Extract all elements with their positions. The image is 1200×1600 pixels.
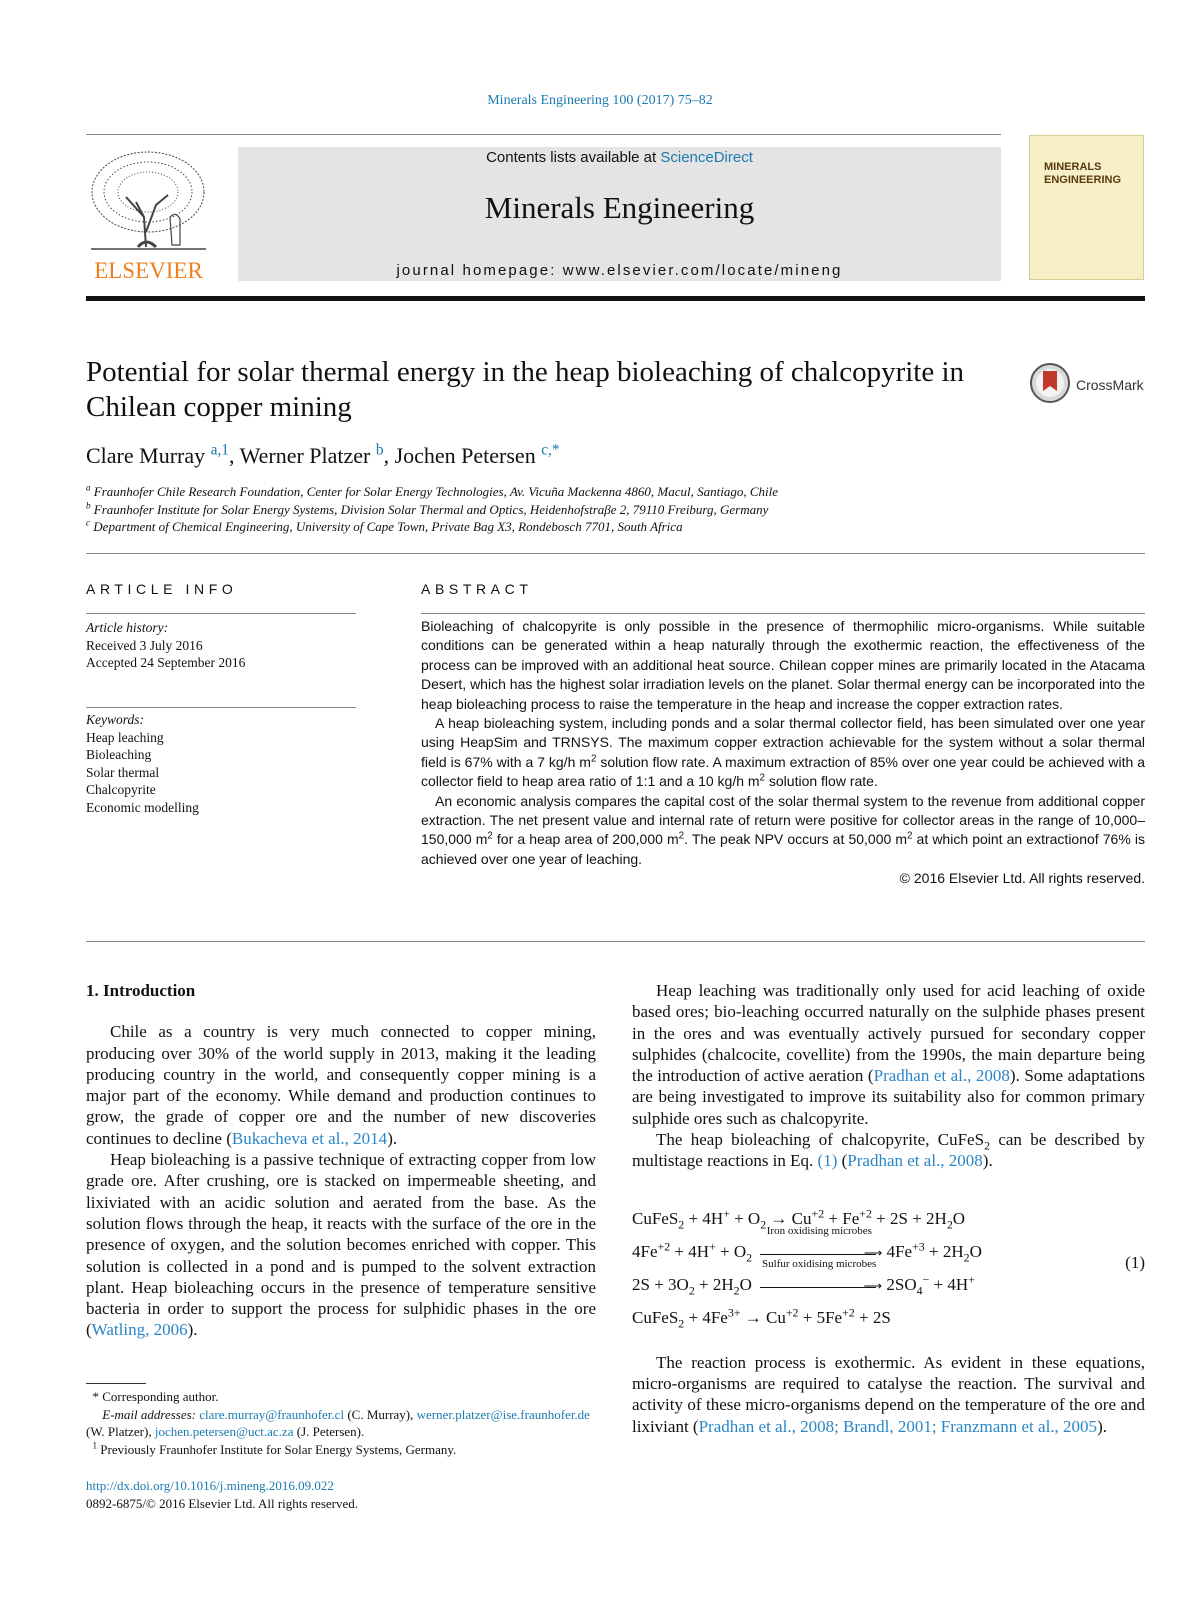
cover-title: MINERALS ENGINEERING: [1044, 161, 1122, 186]
received-date: Received 3 July 2016: [86, 637, 203, 653]
header-thick-rule: [86, 296, 1145, 301]
abstract-text: A heap bioleaching system, including ponds and a solar thermal collector field, has been simulated over one year using HeapSim and TRNSYS. The maximum copper extraction achievable for the system without a solar thermal field is 67% with a 7 kg/h m: [421, 715, 1145, 770]
crossmark-label: CrossMark: [1076, 377, 1144, 393]
keyword-item: Chalcopyrite: [86, 782, 156, 797]
email-label: E-mail addresses:: [102, 1406, 197, 1422]
citation-link[interactable]: Bukacheva et al., 2014: [231, 1128, 388, 1148]
body-paragraph: [86, 1149, 596, 1341]
affiliation-text: Department of Chemical Engineering, University of Cape Town, Private Bag X3, Rondebosch 7701, South Africa: [93, 519, 683, 534]
abstract-copyright: © 2016 Elsevier Ltd. All rights reserved.: [899, 870, 1145, 887]
body-text: ).: [1097, 1416, 1107, 1436]
abstract-text: . The peak NPV occurs at 50,000 m: [684, 831, 908, 848]
superscript: 2: [907, 830, 913, 842]
citation-link[interactable]: Pradhan et al., 2008: [847, 1151, 983, 1171]
affiliation-item: [86, 501, 778, 519]
author-affiliation-marker[interactable]: b: [375, 441, 384, 459]
affiliation-item: [86, 518, 778, 536]
abstract-text: solution flow rate. A maximum extraction of 85% over one year could be achieved with a collector field to heap area ratio of 1:1 and a 10 kg/h m: [421, 753, 1145, 790]
abstract-heading: ABSTRACT: [421, 581, 533, 597]
arrow-label: Sulfur oxidising microbes: [762, 1257, 877, 1270]
divider: [86, 941, 1145, 942]
contents-prefix: Contents lists available at: [486, 149, 661, 166]
affiliation-text: Fraunhofer Chile Research Foundation, Center for Solar Energy Technologies, Av. Vicuña Mackenna 4860, Macul, Santiago, Chile: [93, 484, 779, 499]
divider: [86, 707, 356, 708]
abstract-body: [421, 617, 1145, 889]
keywords-label: Keywords:: [86, 712, 144, 727]
doi-link[interactable]: http://dx.doi.org/10.1016/j.mineng.2016.09.022: [86, 1478, 334, 1493]
divider: [421, 613, 1145, 614]
equation-line: CuFeS$_2$ + $4Fe^{3+} \to Cu^{+2} + 5Fe^{+2} + 2S$: [632, 1305, 891, 1331]
doi-block: [86, 1477, 358, 1512]
body-paragraph: [632, 1352, 1145, 1437]
body-column-left: [86, 980, 596, 1341]
body-paragraph: The heap bioleaching of chalcopyrite, CuFeS$_2$ can be described by multistage reactions in Eq. (1) (Pradhan et al., 2008).: [632, 1130, 1145, 1171]
body-text: ).: [387, 1128, 398, 1148]
abstract-text: solution flow rate.: [765, 773, 878, 790]
citation-link[interactable]: Pradhan et al., 2008; Brandl, 2001; Franzmann et al., 2005: [698, 1416, 1098, 1436]
equation-line: CuFeS$_2$ + $4H^+ + O_2 \to Cu^{+2} + Fe^{+2} + 2S + 2H_2O$: [632, 1206, 966, 1232]
superscript: 2: [759, 772, 765, 784]
affiliation-marker: a: [86, 482, 91, 493]
affiliation-text: Fraunhofer Institute for Solar Energy Systems, Division Solar Thermal and Optics, Heidenhofstraβe 2, 79110 Freiburg, Germany: [93, 501, 769, 517]
body-text: ). Some adaptations are being investigated to improve its suitability also for common primary sulphide ores such as chalcopyrite.: [632, 1066, 1145, 1128]
author-list: [86, 443, 560, 469]
abstract-text: at which point an extractionof 76% is achieved over one year of leaching.: [421, 831, 1145, 867]
divider: [86, 553, 1145, 554]
author-name: Werner Platzer: [239, 443, 371, 468]
divider: [86, 613, 356, 614]
keyword-item: Economic modelling: [86, 799, 199, 815]
arrow-label: Iron oxidising microbes: [766, 1224, 872, 1237]
body-text: Chile as a country is very much connected to copper mining, producing over 30% of the world supply in 2013, making it the leading producing country in the world, and consequently copper mining is a major part of the economy. While demand and production continues to grow, the grade of copper ore and the number of new discoveries continues to decline (: [86, 1022, 596, 1148]
accepted-date: Accepted 24 September 2016: [86, 655, 246, 670]
body-text: Heap leaching was traditionally only used for acid leaching of oxide based ores; bio-leaching occurred naturally on the sulphide phases present in the ores and was eventually actively pursued for secondary copper sulphides (chalcocite, covellite) from the 1990s, the main departure being the introduction of active aeration (: [632, 981, 1145, 1086]
abstract-paragraph: [421, 714, 1145, 792]
email-link[interactable]: jochen.petersen@uct.ac.za: [154, 1424, 294, 1439]
issn-line: 0892-6875/© 2016 Elsevier Ltd. All rights reserved.: [86, 1495, 358, 1511]
article-title: Potential for solar thermal energy in the heap bioleaching of chalcopyrite in Chilean copper mining: [86, 356, 965, 423]
keywords: [86, 711, 199, 816]
abstract-paragraph: [421, 792, 1145, 870]
body-text: can be described by multistage reactions in Eq.: [632, 1130, 1145, 1171]
journal-cover-thumbnail[interactable]: [1029, 135, 1144, 280]
equation-block: [632, 1202, 1145, 1334]
affiliation-marker: c: [86, 517, 91, 528]
author-affiliation-marker[interactable]: a,1: [210, 441, 229, 459]
keyword-item: Bioleaching: [86, 747, 152, 762]
body-text: The heap bioleaching of chalcopyrite, CuFeS: [656, 1130, 985, 1150]
footnote-text: Previously Fraunhofer Institute for Solar Energy Systems, Germany.: [100, 1441, 457, 1457]
elsevier-wordmark: ELSEVIER: [94, 258, 203, 283]
footnote-1: $^1$ Previously Fraunhofer Institute for Solar Energy Systems, Germany.: [92, 1440, 457, 1457]
author-name: Clare Murray: [86, 443, 206, 468]
email-link[interactable]: clare.murray@fraunhofer.cl: [199, 1406, 345, 1422]
citation-link[interactable]: Watling, 2006: [91, 1320, 188, 1340]
contents-availability-line: [238, 149, 1001, 166]
footnote-emails: [86, 1406, 596, 1441]
footnote-corresponding: * Corresponding author.: [86, 1389, 219, 1404]
footnote-text: Corresponding author.: [102, 1389, 219, 1404]
affiliation-list: [86, 483, 778, 536]
superscript: 2: [590, 753, 597, 765]
citation-link[interactable]: Pradhan et al., 2008: [873, 1066, 1010, 1086]
equation-number: (1): [1125, 1252, 1145, 1272]
author-affiliation-marker[interactable]: c,*: [541, 441, 560, 459]
body-text: ).: [187, 1320, 198, 1340]
abstract-text: An economic analysis compares the capital cost of the solar thermal system to the revenue from additional copper extraction. The net present value and internal rate of return were positive for collector areas in the range of 10,000–150,000 m: [421, 792, 1145, 848]
body-paragraph: [632, 980, 1145, 1129]
article-history: [86, 619, 245, 672]
journal-homepage-link[interactable]: journal homepage: www.elsevier.com/locate/mineng: [396, 262, 843, 279]
email-owner: (C. Murray),: [344, 1406, 417, 1422]
email-owner: (J. Petersen).: [293, 1424, 365, 1439]
body-column-right: [632, 980, 1145, 1437]
history-label: Article history:: [86, 620, 169, 635]
email-owner: (W. Platzer),: [86, 1424, 155, 1439]
body-text: The reaction process is exothermic. As evident in these equations, micro-organisms are required to catalyse the reaction. The survival and activity of these micro-organisms depend on the temperature of the ore and lixiviant (: [632, 1352, 1145, 1436]
keyword-item: Solar thermal: [86, 764, 160, 780]
header-divider: [86, 134, 1001, 135]
body-paragraph: [86, 1021, 596, 1149]
keyword-item: Heap leaching: [86, 729, 164, 745]
article-info-heading: ARTICLE INFO: [86, 581, 238, 597]
sciencedirect-link[interactable]: ScienceDirect: [660, 149, 753, 166]
abstract-paragraph: Bioleaching of chalcopyrite is only possible in the presence of thermophilic micro-organisms. While suitable conditions can be generated within a heap naturally through the exothermic reaction, the effectiveness of the process can be improved with an additional heat source. Chilean copper mines are primarily located in the Atacama Desert, which has the highest solar irradiation levels on the planet. Solar thermal energy can be incorporated into the heap bioleaching process to raise the temperature in the heap and increase the copper extraction rates.: [421, 618, 1145, 712]
equation-line: $2S + 3O_2 + 2H_2O$ Sulfur oxidising microbes ⟶ $2SO_4^- + 4H^+$: [632, 1257, 975, 1298]
footnotes: [86, 1388, 596, 1458]
affiliation-marker: b: [86, 500, 91, 511]
footnote-divider: [86, 1383, 146, 1384]
journal-name: Minerals Engineering: [484, 190, 755, 225]
superscript: 2: [487, 830, 493, 842]
affiliation-item: [86, 483, 778, 501]
equation-link[interactable]: (1): [817, 1151, 838, 1171]
subscript: 2: [984, 1138, 991, 1153]
author-separator: ,: [383, 443, 395, 468]
email-link[interactable]: werner.platzer@ise.fraunhofer.de: [416, 1406, 590, 1422]
equation-line: $4Fe^{+2} + 4H^+ + O_2$ Iron oxidising microbes ⟶ $4Fe^{+3} + 2H_2O$: [632, 1224, 982, 1265]
section-heading: 1. Introduction: [86, 981, 196, 1000]
superscript: 2: [678, 830, 685, 842]
author-name: Jochen Petersen: [394, 443, 536, 468]
body-text: Heap bioleaching is a passive technique of extracting copper from low grade ore. After crushing, ore is stacked on impermeable sheeting, and lixiviated with an acidic solution and aerated from the base. As the solution flows through the heap, it reacts with the surface of the ore in the presence of oxygen, and the solution becomes enriched with copper. This solution is collected in a pond and is pumped to the solvent extraction plant. Heap bioleaching occurs in the presence of temperature sensitive bacteria in order to support the process for sulphidic phases in the ore (: [86, 1150, 596, 1340]
abstract-text: for a heap area of 200,000 m: [492, 831, 679, 848]
journal-citation-link[interactable]: Minerals Engineering 100 (2017) 75–82: [487, 93, 713, 108]
author-separator: ,: [229, 443, 240, 468]
